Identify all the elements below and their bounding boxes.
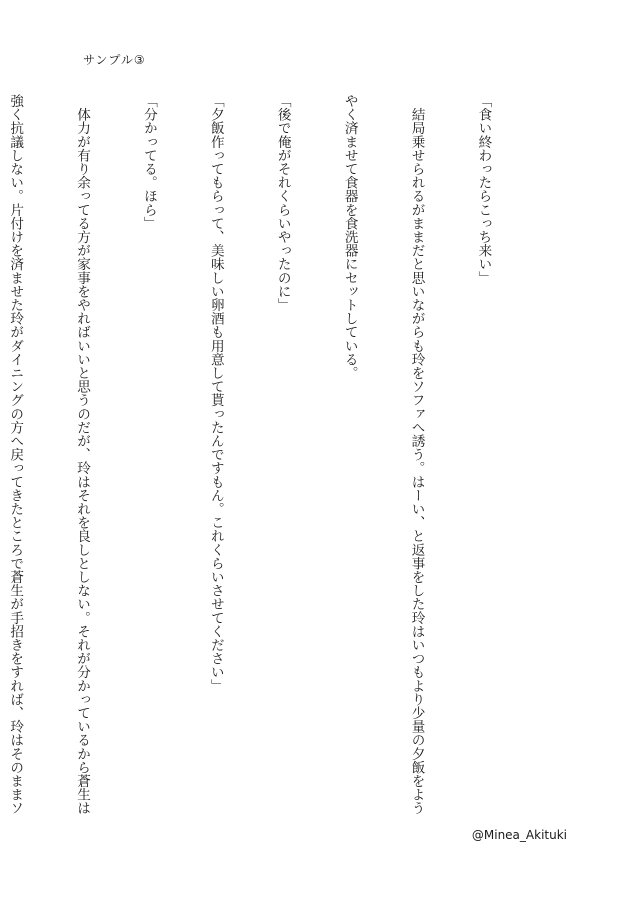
novel-text-body [0,94,539,814]
text-line: 「後で俺がそれくらいやったのに」 [274,94,291,312]
text-line: 「夕飯作ってもらって、美味しい卵酒も用意して貰ったんですもん。これくらいさせてください」 [207,94,224,693]
text-line: 「分かってる。ほら」 [140,94,157,230]
text-line: 「食い終わったらこっち来い」 [475,94,492,285]
text-line: やく済ませて食器を食洗器にセットしている。 [341,94,358,380]
text-line: 体力が有り余ってる方が家事をやればいいと思うのだが、玲はそれを良しとしない。それが分かっているから蒼生は [74,94,91,815]
author-credit: @Minea_Akituki [471,828,567,842]
text-line: 結局乗せられるがままだと思いながらも玲をソファへ誘う。はーい、と返事をした玲はいつもより少量の夕飯をよう [408,94,425,815]
page-title: サンプル③ [83,53,146,67]
text-line: 強く抗議しない。片付けを済ませた玲がダイニングの方へ戻ってきたところで蒼生が手招きをすれば、玲はそのままソ [7,94,24,815]
